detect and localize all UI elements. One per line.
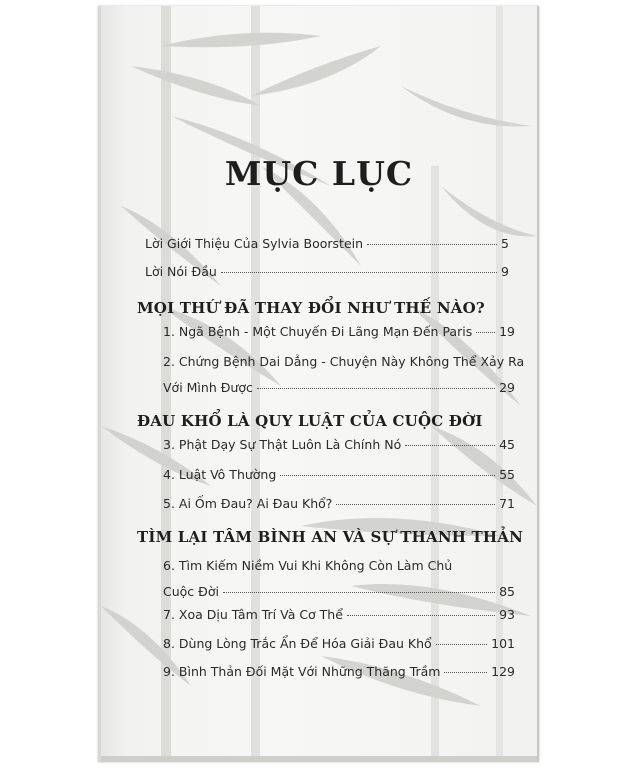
toc-entry-label: 1. Ngã Bệnh - Một Chuyến Đi Lãng Mạn Đến Paris [163,324,473,339]
page-bottom-edge [101,756,537,762]
toc-entry-preface[interactable] [145,264,509,280]
toc-entry-chapter-9[interactable] [163,664,515,680]
toc-page-number: 5 [501,236,509,251]
section-heading-1: MỌI THỨ ĐÃ THAY ĐỔI NHƯ THẾ NÀO? [137,299,485,317]
toc-entry-chapter-6[interactable] [163,558,515,600]
toc-entry-chapter-2[interactable] [163,354,525,396]
toc-page-number: 71 [499,496,515,511]
toc-entry-chapter-5[interactable] [163,496,515,512]
dot-leader [367,244,497,245]
toc-entry-label: Lời Nói Đầu [145,264,217,279]
dot-leader [221,272,497,273]
dot-leader [444,672,487,673]
dot-leader [476,332,495,333]
toc-page-number: 101 [491,636,515,651]
section-heading-3: TÌM LẠI TÂM BÌNH AN VÀ SỰ THANH THẢN [137,528,524,546]
dot-leader [336,504,495,505]
toc-page-number: 19 [499,324,515,339]
toc-title: MỤC LỤC [224,154,414,193]
dot-leader [280,475,495,476]
toc-entry-chapter-4[interactable] [163,467,515,483]
toc-entry-label: 3. Phật Dạy Sự Thật Luôn Là Chính Nó [163,437,402,452]
book-page [98,6,539,762]
dot-leader [436,644,487,645]
toc-page-number: 85 [499,584,515,599]
toc-entry-label: 4. Luật Vô Thường [163,467,277,482]
toc-entry-label: 9. Bình Thản Đối Mặt Với Những Thăng Trầm [163,664,441,679]
toc-entry-label: 5. Ai Ốm Đau? Ai Đau Khổ? [163,496,333,511]
toc-page-number: 29 [499,380,515,395]
toc-entry-chapter-8[interactable] [163,636,515,652]
toc-page-number: 129 [491,664,515,679]
toc-entry-label-line2: Với Mình Được [163,380,253,395]
toc-entry-label-line1: 2. Chứng Bệnh Dai Dẳng - Chuyện Này Không Thể Xảy Ra [163,354,525,369]
toc-entry-label: 8. Dùng Lòng Trắc Ẩn Để Hóa Giải Đau Khổ [163,636,432,651]
toc-entry-label-line1: 6. Tìm Kiếm Niềm Vui Khi Không Còn Làm Chủ [163,558,453,573]
section-heading-2: ĐAU KHỔ LÀ QUY LUẬT CỦA CUỘC ĐỜI [137,412,483,430]
toc-entry-foreword[interactable] [145,236,509,252]
toc-page-number: 45 [499,437,515,452]
dot-leader [347,615,495,616]
dot-leader [257,388,495,389]
toc-entry-chapter-1[interactable] [163,324,515,340]
toc-page-number: 9 [501,264,509,279]
toc-entry-chapter-7[interactable] [163,607,515,623]
toc-entry-label-line2: Cuộc Đời [163,584,219,599]
toc-page-number: 93 [499,607,515,622]
toc-entry-label: Lời Giới Thiệu Của Sylvia Boorstein [145,236,364,251]
toc-entry-chapter-3[interactable] [163,437,515,453]
dot-leader [405,445,495,446]
toc-page-number: 55 [499,467,515,482]
dot-leader [223,592,495,593]
toc-entry-label: 7. Xoa Dịu Tâm Trí Và Cơ Thể [163,607,343,622]
